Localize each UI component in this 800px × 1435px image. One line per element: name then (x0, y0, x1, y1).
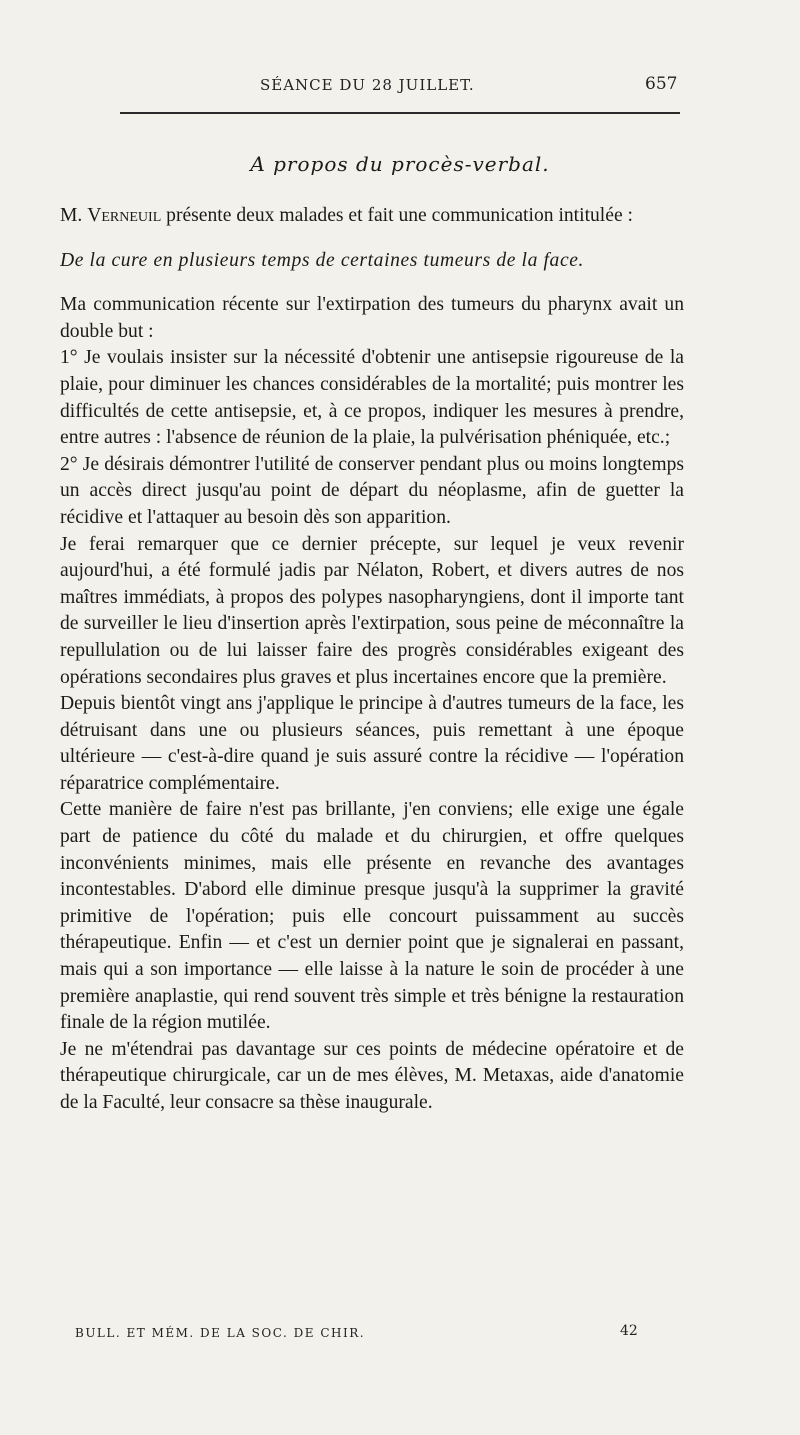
paragraph-7: Je ne m'étendrai pas davantage sur ces points de médecine opératoire et de thérapeutique chirurgicale, car un de mes élèves, M. Metaxas, aide d'anatomie de la Faculté, leur consacre sa thèse inaugurale. (60, 1038, 684, 1113)
speaker-name: Verneuil (87, 205, 162, 226)
section-title: A propos du procès-verbal. (250, 152, 550, 176)
paragraph-5: Depuis bientôt vingt ans j'applique le principe à d'autres tumeurs de la face, les détruisant dans une ou plusieurs séances, puis remettant à une époque ultérieure — c'est-à-dire quand je suis assuré contre la récidive — l'opération réparatrice complémentaire. (60, 693, 684, 794)
communication-title: De la cure en plusieurs temps de certaines tumeurs de la face. (60, 249, 585, 271)
footer-signature: BULL. ET MÉM. DE LA SOC. DE CHIR. (75, 1326, 366, 1340)
paragraph-2: 1° Je voulais insister sur la nécessité d'obtenir une antisepsie rigoureuse de la plaie, pour diminuer les chances considérables de la mortalité; puis montrer les difficultés de cette antisepsie, et, à ce propos, indiquer les mesures à prendre, entre autres : l'absence de réunion de la plaie, la pulvérisation phéniquée, etc.; (60, 347, 684, 449)
paragraph-6: Cette manière de faire n'est pas brillante, j'en conviens; elle exige une égale part de patience du côté du malade et du chirurgien, et offre quelques inconvénients minimes, mais elle présente en revanche des avantages incontestables. D'abord elle diminue presque jusqu'à la supprimer la gravité primitive de l'opération; puis elle concourt puissamment au succès thérapeutique. Enfin — et c'est un dernier point que je signalerai en passant, mais qui a son importance — elle laisse à la nature le soin de procéder à une première anaplastie, qui rend souvent très simple et très bénigne la restauration finale de la région mutilée. (60, 799, 684, 1034)
body-text (60, 203, 684, 1117)
footer-signature-number: 42 (620, 1323, 638, 1339)
intro-paragraph (60, 203, 684, 230)
paragraph-3: 2° Je désirais démontrer l'utilité de conserver pendant plus ou moins longtemps un accès direct jusqu'au point de départ du néoplasme, afin de guetter la récidive et l'attaquer au besoin dès son apparition. (60, 453, 684, 528)
page-number: 657 (645, 74, 678, 94)
intro-prefix: M. (60, 205, 88, 226)
running-head: SÉANCE DU 28 JUILLET. (260, 76, 475, 94)
header-rule (120, 112, 680, 114)
paragraph-1: Ma communication récente sur l'extirpation des tumeurs du pharynx avait un double but : (60, 294, 684, 342)
paragraph-4: Je ferai remarquer que ce dernier précepte, sur lequel je veux revenir aujourd'hui, a été formulé jadis par Nélaton, Robert, et divers autres de nos maîtres immédiats, à propos des polypes nasopharyngiens, dont il importe tant de surveiller le lieu d'insertion après l'extirpation, sous peine de méconnaître la repullulation ou de lui laisser faire des progrès considérables exigeant des opérations secondaires plus graves et plus incertaines encore que la première. (60, 533, 684, 688)
intro-rest: présente deux malades et fait une communication intitulée : (161, 205, 633, 226)
